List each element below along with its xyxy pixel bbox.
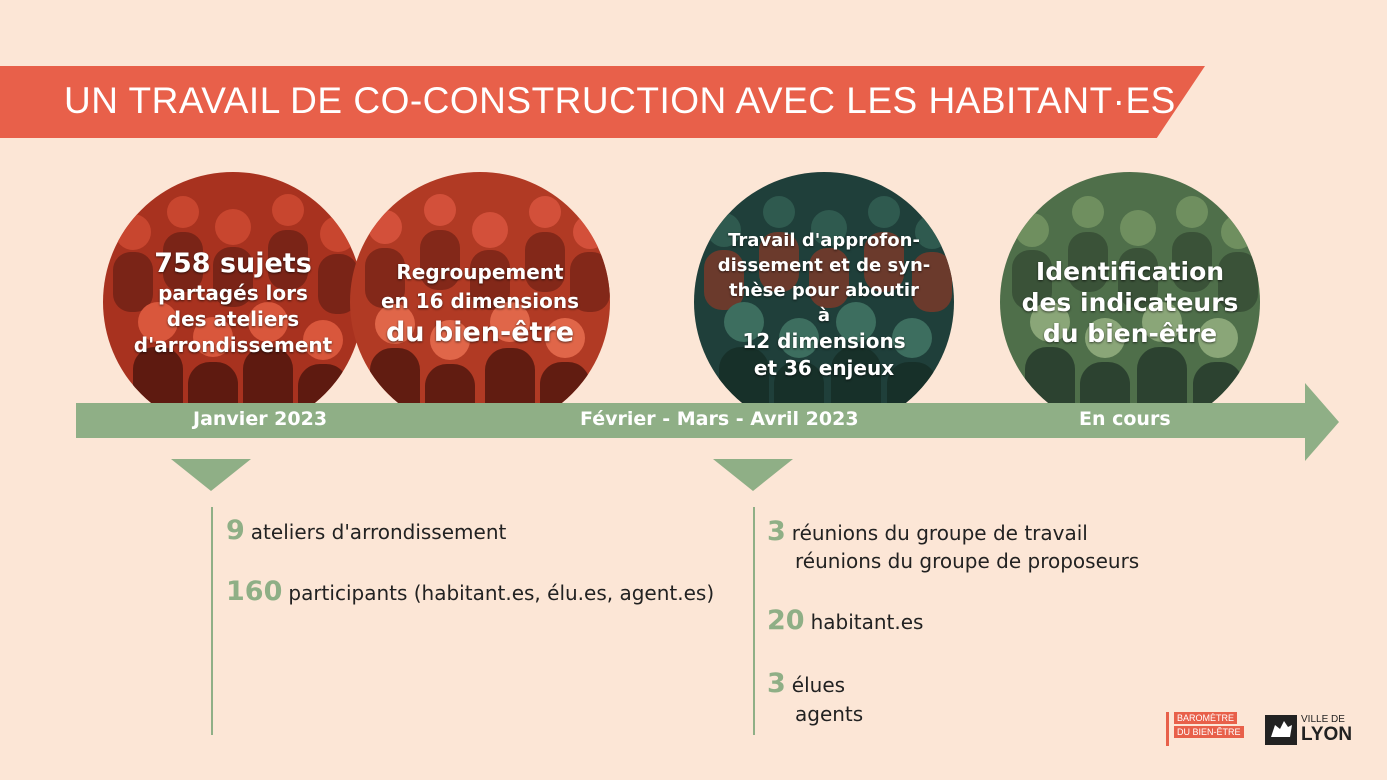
lyon-label: LYON	[1301, 724, 1353, 745]
circle-3-line: et 36 enjeux	[753, 356, 895, 380]
circle-4-line: Identification	[1035, 257, 1225, 286]
circle-2-line: du bien-être	[385, 317, 575, 348]
circle-1-line: d'arrondissement	[133, 333, 333, 357]
ville-de-lyon-logo	[1265, 714, 1355, 746]
circle-3-line: à	[817, 305, 831, 326]
right-divider	[753, 507, 755, 735]
stat-number: 160	[226, 576, 283, 607]
timeline-arrow-icon	[1305, 383, 1339, 461]
left-divider	[211, 507, 213, 735]
page-title: UN TRAVAIL DE CO-CONSTRUCTION AVEC LES HABITANT·ES	[64, 80, 1176, 121]
circle-3-line: dissement et de syn-	[717, 255, 931, 276]
stat-text: participants (habitant.es, élu.es, agent.es)	[288, 581, 715, 605]
stat-elues	[767, 668, 845, 699]
step-circle-3-text	[694, 228, 954, 382]
timeline-label-janvier: Janvier 2023	[193, 408, 328, 430]
circle-1-line: 758 sujets	[154, 248, 312, 279]
stat-number: 9	[226, 515, 245, 546]
stat-reunions-sub: réunions du groupe de proposeurs	[795, 549, 1140, 573]
marker-triangle-icon	[171, 459, 251, 491]
circle-2-line: en 16 dimensions	[380, 289, 580, 313]
circle-4-line: des indicateurs	[1021, 288, 1239, 317]
stat-number: 3	[767, 668, 786, 699]
stat-number: 20	[767, 605, 805, 636]
timeline-label-en-cours: En cours	[1079, 408, 1171, 430]
circle-3-line: 12 dimensions	[742, 329, 906, 353]
circle-3-line: thèse pour aboutir	[729, 280, 919, 301]
marker-triangle-icon	[713, 459, 793, 491]
circle-1-line: partagés lors	[158, 281, 308, 305]
stat-text: réunions du groupe de travail	[791, 521, 1088, 545]
stat-number: 3	[767, 516, 786, 547]
barometre-logo-line: DU BIEN-ÊTRE	[1174, 726, 1244, 738]
stat-text: ateliers d'arrondissement	[250, 520, 507, 544]
stat-participants	[226, 576, 714, 607]
circle-2-line: Regroupement	[396, 260, 564, 284]
barometre-logo	[1166, 712, 1258, 746]
ville-de-label: VILLE DE	[1301, 714, 1345, 725]
stat-ateliers	[226, 515, 506, 546]
stat-text: élues	[791, 673, 846, 697]
timeline-label-fevrier-avril: Février - Mars - Avril 2023	[580, 408, 859, 430]
lion-icon	[1265, 715, 1297, 745]
circle-3-line: Travail d'approfon-	[728, 230, 920, 251]
circle-4-line: du bien-être	[1042, 319, 1218, 348]
step-circle-2-text	[350, 258, 610, 350]
stat-habitants	[767, 605, 923, 636]
circle-1-line: des ateliers	[166, 307, 300, 331]
stat-text: habitant.es	[810, 610, 924, 634]
step-circle-4-text	[1000, 256, 1260, 349]
stat-elues-sub: agents	[795, 702, 864, 726]
barometre-logo-line: BAROMÈTRE	[1174, 712, 1237, 724]
step-circle-1-text	[103, 248, 363, 358]
stat-reunions	[767, 516, 1088, 547]
